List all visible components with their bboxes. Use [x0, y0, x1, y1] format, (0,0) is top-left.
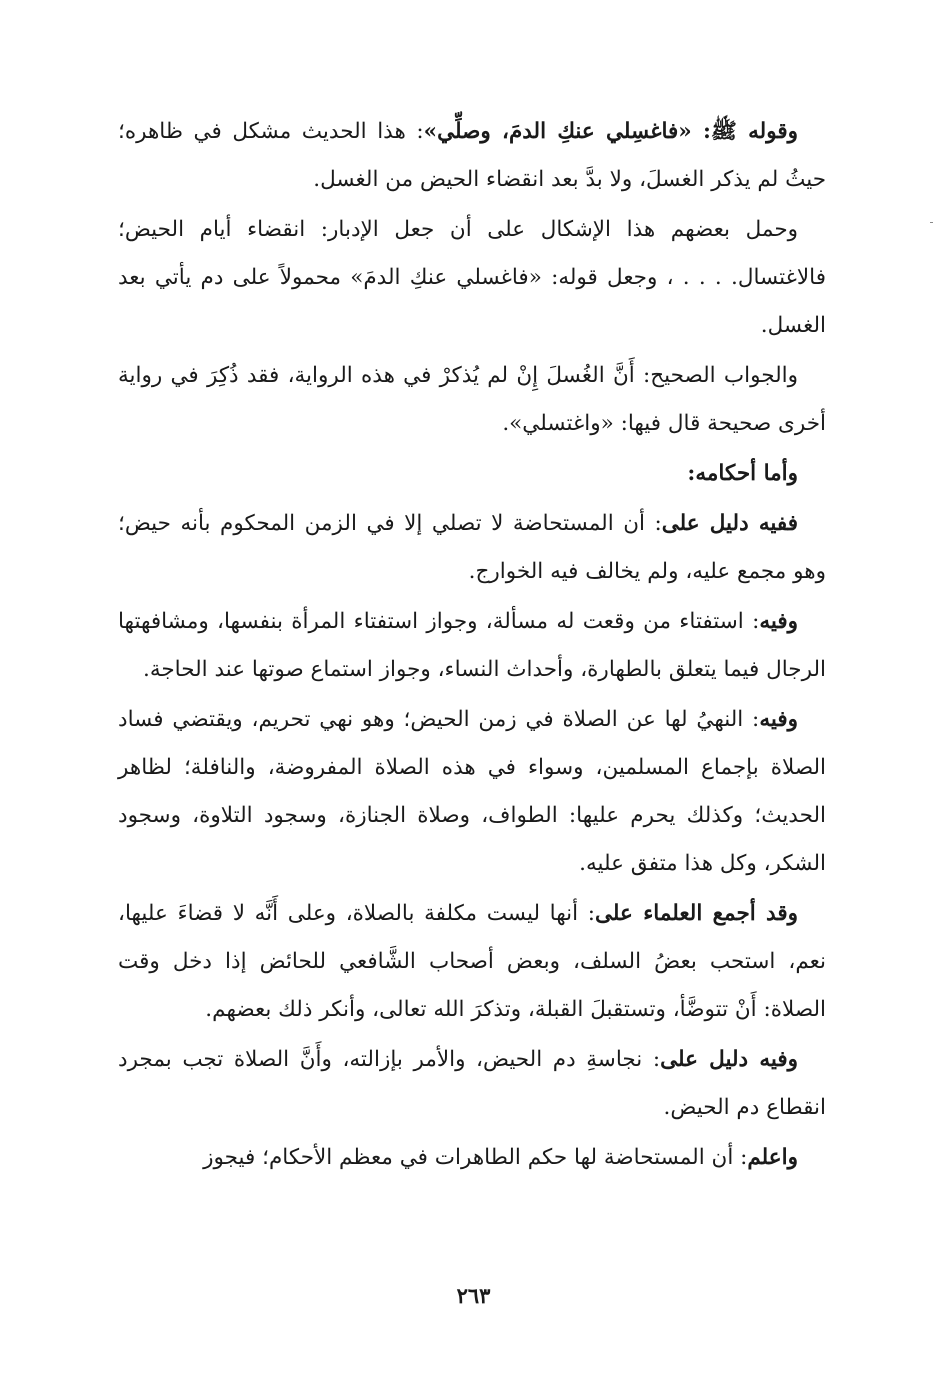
- paragraph-lead: وقد أجمع العلماء على: [595, 901, 798, 926]
- paragraph-text: وحمل بعضهم هذا الإشكال على أن جعل الإدبار: انقضاء أيام الحيض؛ فالاغتسال. . . . ، وجعل قوله: «فاغسلي عنكِ الدمَ» محمولاً على دم يأتي بعد الغسل.: [118, 217, 826, 338]
- paragraph-9: [118, 1036, 826, 1132]
- page-number: ٢٦٣: [456, 1283, 491, 1308]
- paragraph-text: : أن المستحاضة لا تصلي إلا في الزمن المحكوم بأنه حيض؛ وهو مجمع عليه، ولم يخالف فيه الخوارج.: [118, 511, 826, 584]
- body-text: [118, 108, 826, 1184]
- paragraph-8: [118, 890, 826, 1034]
- paragraph-text: : أنها ليست مكلفة بالصلاة، وعلى أَنَّه لا قضاءَ عليها، نعم، استحب بعضُ السلف، وبعض أصحاب الشَّافعي للحائض إذا دخل وقت الصلاة: أَنْ تتوضَّأ، وتستقبلَ القبلة، وتذكرَ الله تعالى، وأنكر ذلك بعضهم.: [118, 901, 826, 1022]
- paragraph-10: [118, 1134, 826, 1182]
- paragraph-text: : النهيُ لها عن الصلاة في زمن الحيض؛ وهو نهي تحريم، ويقتضي فساد الصلاة بإجماع المسلمين، وسواء في هذه الصلاة المفروضة، والنافلة؛ لظاهر الحديث؛ وكذلك يحرم عليها: الطواف، وصلاة الجنازة، وسجود التلاوة، وسجود الشكر، وكل هذا متفق عليه.: [118, 707, 826, 876]
- paragraph-5: [118, 500, 826, 596]
- paragraph-6: [118, 598, 826, 694]
- margin-mark: [930, 222, 933, 223]
- paragraph-lead: وفيه: [759, 707, 798, 732]
- paragraph-text: والجواب الصحيح: أَنَّ الغُسلَ إِنْ لم يُذكرْ في هذه الرواية، فقد ذُكِرَ في رواية أخرى صحيحة قال فيها: «واغتسلي».: [118, 363, 826, 436]
- paragraph-lead: وفيه دليل على: [660, 1047, 798, 1072]
- paragraph-lead: وقوله ﷺ: «فاغسِلي عنكِ الدمَ، وصلِّي»: [423, 119, 798, 144]
- paragraph-1: [118, 108, 826, 204]
- section-heading: [118, 450, 826, 498]
- paragraph-text: : استفتاء من وقعت له مسألة، وجواز استفتاء المرأة بنفسها، ومشافهتها الرجال فيما يتعلق بالطهارة، وأحداث النساء، وجواز استماع صوتها عند الحاجة.: [118, 609, 826, 682]
- paragraph-lead: وفيه: [759, 609, 798, 634]
- paragraph-text: : أن المستحاضة لها حكم الطاهرات في معظم الأحكام؛ فيجوز: [203, 1145, 748, 1170]
- paragraph-7: [118, 696, 826, 888]
- paragraph-3: [118, 352, 826, 448]
- paragraph-lead: ففيه دليل على: [661, 511, 798, 536]
- paragraph-text: : نجاسةِ دم الحيض، والأمر بإزالته، وأَنَّ الصلاة تجب بمجرد انقطاع دم الحيض.: [118, 1047, 826, 1120]
- paragraph-text: : هذا الحديث مشكل في ظاهره؛ حيثُ لم يذكر الغسلَ، ولا بدَّ بعد انقضاء الحيض من الغسل.: [118, 119, 826, 192]
- heading-text: وأما أحكامه:: [687, 461, 798, 486]
- paragraph-2: [118, 206, 826, 350]
- paragraph-lead: واعلم: [747, 1145, 798, 1170]
